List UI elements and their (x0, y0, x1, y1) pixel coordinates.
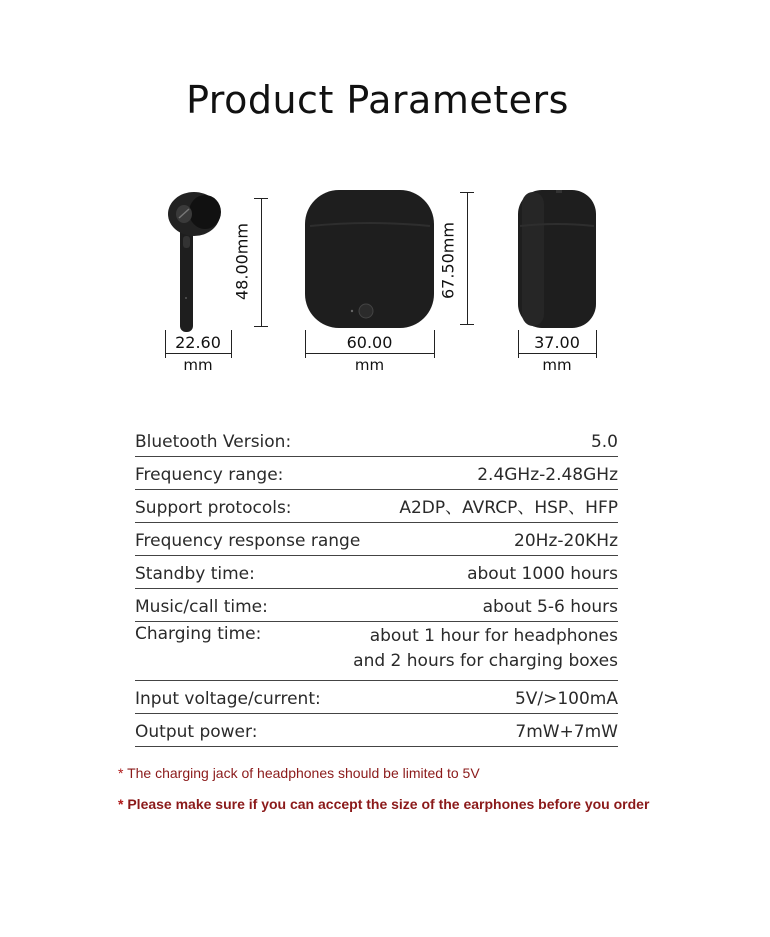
spec-row (135, 424, 618, 457)
asterisk-icon: * (118, 765, 124, 781)
spec-value: about 1000 hours (467, 564, 618, 584)
case-width-unit: mm (354, 356, 385, 374)
earbud-width-label: 22.60 (175, 333, 221, 352)
spec-row (135, 457, 618, 490)
spec-label: Music/call time: (135, 597, 268, 617)
spec-value (353, 624, 618, 674)
note-size-warning (118, 796, 649, 812)
spec-value: 2.4GHz-2.48GHz (477, 465, 618, 485)
spec-value: 20Hz-20KHz (514, 531, 618, 551)
spec-label: Output power: (135, 722, 258, 742)
case-depth-unit: mm (542, 356, 572, 374)
spec-row (135, 714, 618, 747)
spec-label: Standby time: (135, 564, 255, 584)
note-text: Please make sure if you can accept the size of the earphones before you order (127, 796, 650, 812)
earbud-width-unit: mm (183, 356, 213, 374)
spec-row (135, 556, 618, 589)
spec-row (135, 490, 618, 523)
case-height-label: 67.50mm (438, 222, 458, 299)
note-text: The charging jack of headphones should be limited to 5V (127, 765, 480, 781)
spec-label: Frequency response range (135, 531, 361, 551)
spec-label: Bluetooth Version: (135, 432, 292, 452)
spec-label: Charging time: (135, 624, 262, 644)
spec-value: 5.0 (590, 432, 618, 452)
spec-row (135, 622, 618, 681)
earbud-height-label: 48.00mm (232, 223, 252, 300)
case-width-label: 60.00 (346, 333, 393, 352)
spec-table (135, 424, 618, 747)
asterisk-icon: * (118, 796, 124, 812)
page-title: Product Parameters (186, 78, 569, 122)
spec-value: 5V/>100mA (514, 689, 618, 709)
case-front-image (300, 184, 440, 334)
spec-value: A2DP、AVRCP、HSP、HFP (399, 498, 618, 518)
spec-label: Support protocols: (135, 498, 292, 518)
spec-row (135, 589, 618, 622)
spec-value: 7mW+7mW (515, 722, 618, 742)
earbud-image (160, 190, 230, 340)
spec-label: Frequency range: (135, 465, 284, 485)
case-side-image (512, 184, 602, 334)
spec-label: Input voltage/current: (135, 689, 321, 709)
spec-value-line: about 1 hour for headphones (369, 626, 618, 646)
spec-value-line: and 2 hours for charging boxes (353, 651, 618, 671)
spec-value: about 5-6 hours (482, 597, 618, 617)
spec-row (135, 681, 618, 714)
spec-row (135, 523, 618, 556)
case-depth-label: 37.00 (534, 333, 580, 352)
note-charging-jack (118, 765, 480, 781)
